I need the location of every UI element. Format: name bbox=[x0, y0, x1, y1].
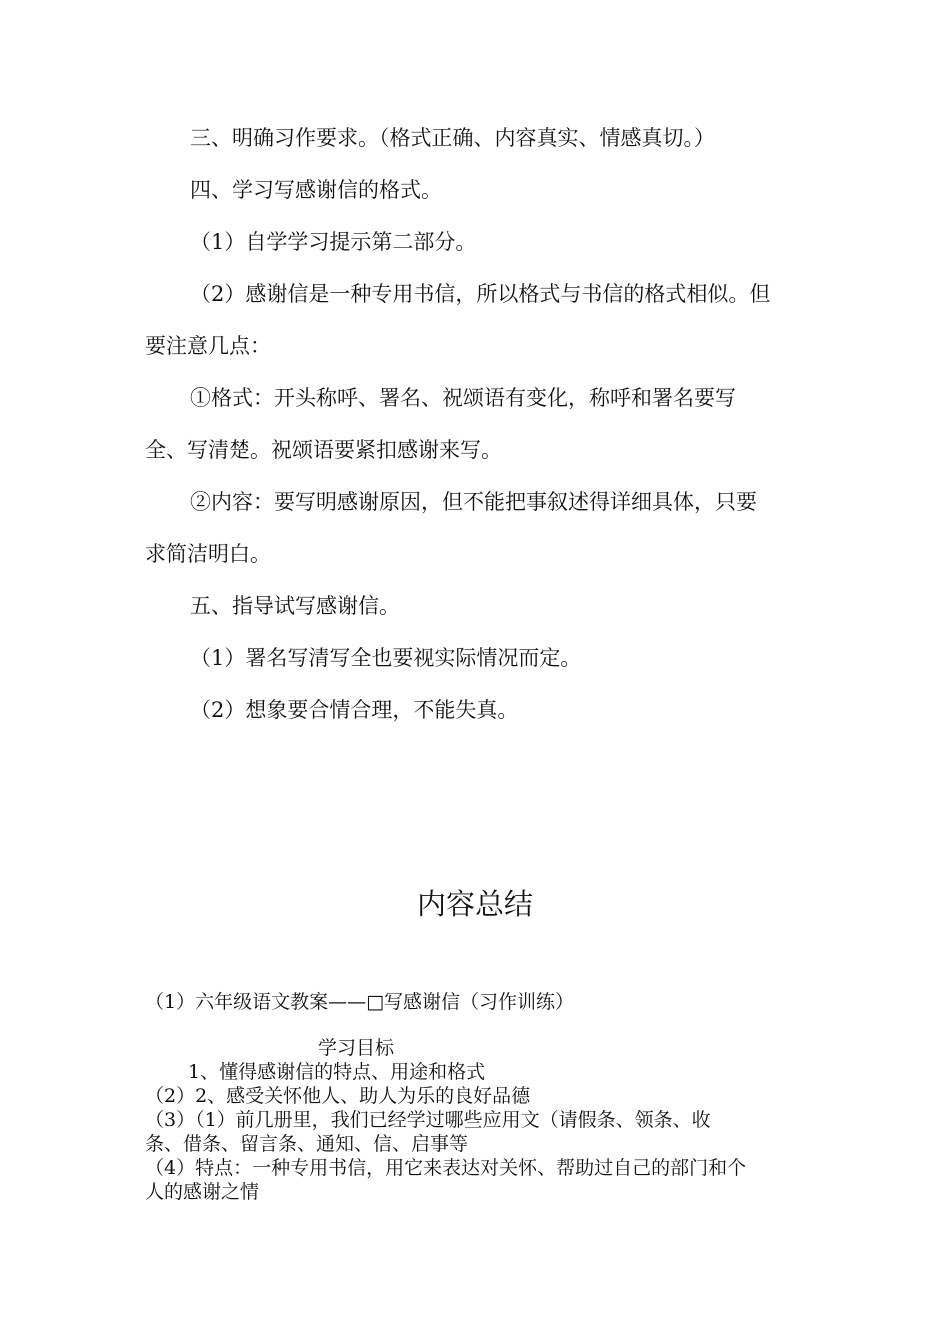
summary-title: 内容总结 bbox=[416, 887, 533, 921]
summary-line: （3）（1）前几册里，我们已经学过哪些应用文（请假条、领条、收 bbox=[145, 1109, 711, 1131]
summary-line: 1、懂得感谢信的特点、用途和格式 bbox=[188, 1061, 486, 1083]
paragraph-line: （1）自学学习提示第二部分。 bbox=[190, 230, 477, 254]
paragraph-line: 四、学习写感谢信的格式。 bbox=[190, 178, 442, 202]
paragraph-line: 三、明确习作要求。（格式正确、内容真实、情感真切。） bbox=[190, 126, 715, 150]
summary-line: 学习目标 bbox=[318, 1037, 395, 1059]
summary-line: （1）六年级语文教案——□写感谢信（习作训练） bbox=[145, 991, 575, 1013]
paragraph-line: （2）感谢信是一种专用书信，所以格式与书信的格式相似。但 bbox=[190, 282, 771, 306]
paragraph-line: （1）署名写清写全也要视实际情况而定。 bbox=[190, 646, 582, 670]
summary-line: 人的感谢之情 bbox=[145, 1181, 260, 1203]
summary-line: （4）特点：一种专用书信，用它来表达对关怀、帮助过自己的部门和个 bbox=[145, 1157, 747, 1179]
paragraph-line: 要注意几点： bbox=[145, 334, 271, 358]
summary-line: 条、借条、留言条、通知、信、启事等 bbox=[145, 1133, 469, 1155]
summary-line: （2）2、感受关怀他人、助人为乐的良好品德 bbox=[145, 1085, 531, 1107]
paragraph-line: ①格式：开头称呼、署名、祝颂语有变化，称呼和署名要写 bbox=[190, 386, 736, 410]
paragraph-line: 全、写清楚。祝颂语要紧扣感谢来写。 bbox=[145, 438, 502, 462]
paragraph-line: ②内容：要写明感谢原因，但不能把事叙述得详细具体，只要 bbox=[190, 490, 757, 514]
paragraph-line: 五、指导试写感谢信。 bbox=[190, 594, 400, 618]
paragraph-line: （2）想象要合情合理，不能失真。 bbox=[190, 698, 519, 722]
paragraph-line: 求简洁明白。 bbox=[145, 542, 271, 566]
